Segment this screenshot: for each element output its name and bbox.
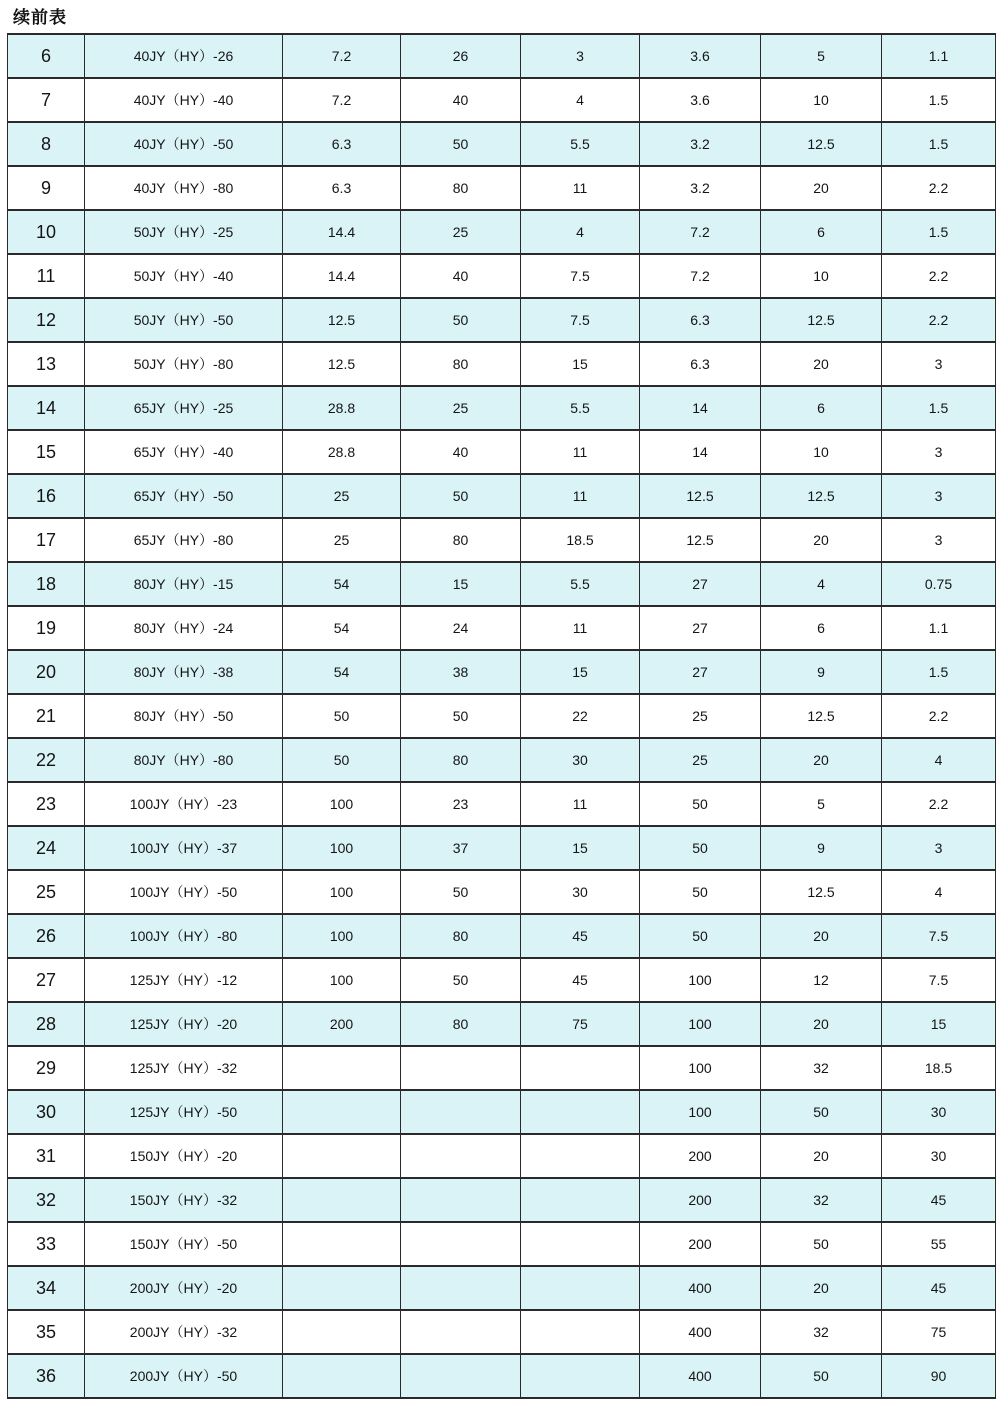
value-cell bbox=[521, 1222, 640, 1266]
table-row bbox=[8, 958, 996, 1002]
value-cell: 5 bbox=[761, 782, 882, 826]
table-row bbox=[8, 430, 996, 474]
value-cell bbox=[521, 1046, 640, 1090]
value-cell: 50 bbox=[401, 694, 521, 738]
value-cell bbox=[283, 1266, 401, 1310]
value-cell: 50 bbox=[401, 298, 521, 342]
value-cell: 55 bbox=[882, 1222, 996, 1266]
value-cell: 25 bbox=[283, 474, 401, 518]
spec-table bbox=[7, 33, 996, 1399]
value-cell: 50 bbox=[283, 738, 401, 782]
value-cell: 1.1 bbox=[882, 34, 996, 78]
value-cell: 2.2 bbox=[882, 166, 996, 210]
value-cell: 4 bbox=[882, 870, 996, 914]
value-cell: 7.2 bbox=[283, 78, 401, 122]
value-cell: 40 bbox=[401, 430, 521, 474]
value-cell bbox=[521, 1354, 640, 1398]
value-cell: 25 bbox=[640, 694, 761, 738]
row-number-cell: 8 bbox=[8, 122, 85, 166]
value-cell: 80 bbox=[401, 914, 521, 958]
table-row bbox=[8, 342, 996, 386]
value-cell: 40 bbox=[401, 78, 521, 122]
table-row bbox=[8, 1310, 996, 1354]
value-cell: 6 bbox=[761, 386, 882, 430]
value-cell: 25 bbox=[401, 210, 521, 254]
value-cell: 50 bbox=[640, 870, 761, 914]
value-cell: 14 bbox=[640, 386, 761, 430]
value-cell: 18.5 bbox=[882, 1046, 996, 1090]
value-cell: 25 bbox=[283, 518, 401, 562]
value-cell: 0.75 bbox=[882, 562, 996, 606]
value-cell: 45 bbox=[882, 1178, 996, 1222]
value-cell: 45 bbox=[521, 914, 640, 958]
value-cell: 11 bbox=[521, 166, 640, 210]
value-cell: 32 bbox=[761, 1178, 882, 1222]
table-row bbox=[8, 1354, 996, 1398]
model-cell: 50JY（HY）-80 bbox=[85, 342, 283, 386]
value-cell: 45 bbox=[882, 1266, 996, 1310]
value-cell bbox=[401, 1310, 521, 1354]
value-cell: 50 bbox=[401, 474, 521, 518]
row-number-cell: 36 bbox=[8, 1354, 85, 1398]
row-number-cell: 22 bbox=[8, 738, 85, 782]
value-cell bbox=[521, 1266, 640, 1310]
value-cell: 3.6 bbox=[640, 34, 761, 78]
value-cell: 1.5 bbox=[882, 650, 996, 694]
value-cell: 12.5 bbox=[761, 474, 882, 518]
row-number-cell: 7 bbox=[8, 78, 85, 122]
value-cell: 100 bbox=[283, 826, 401, 870]
row-number-cell: 27 bbox=[8, 958, 85, 1002]
model-cell: 65JY（HY）-40 bbox=[85, 430, 283, 474]
model-cell: 80JY（HY）-24 bbox=[85, 606, 283, 650]
value-cell: 6.3 bbox=[283, 166, 401, 210]
value-cell bbox=[283, 1310, 401, 1354]
value-cell: 1.5 bbox=[882, 78, 996, 122]
model-cell: 125JY（HY）-12 bbox=[85, 958, 283, 1002]
value-cell: 4 bbox=[882, 738, 996, 782]
value-cell: 32 bbox=[761, 1046, 882, 1090]
value-cell: 28.8 bbox=[283, 386, 401, 430]
value-cell: 6 bbox=[761, 210, 882, 254]
table-row bbox=[8, 34, 996, 78]
value-cell: 6.3 bbox=[640, 342, 761, 386]
spec-table-body bbox=[8, 34, 996, 1398]
value-cell: 6.3 bbox=[640, 298, 761, 342]
table-row bbox=[8, 386, 996, 430]
table-row bbox=[8, 782, 996, 826]
model-cell: 150JY（HY）-50 bbox=[85, 1222, 283, 1266]
row-number-cell: 12 bbox=[8, 298, 85, 342]
value-cell: 7.5 bbox=[521, 298, 640, 342]
value-cell: 400 bbox=[640, 1310, 761, 1354]
model-cell: 100JY（HY）-80 bbox=[85, 914, 283, 958]
value-cell: 32 bbox=[761, 1310, 882, 1354]
table-row bbox=[8, 694, 996, 738]
value-cell: 54 bbox=[283, 650, 401, 694]
row-number-cell: 34 bbox=[8, 1266, 85, 1310]
table-row bbox=[8, 1090, 996, 1134]
value-cell: 2.2 bbox=[882, 298, 996, 342]
row-number-cell: 24 bbox=[8, 826, 85, 870]
value-cell: 1.5 bbox=[882, 210, 996, 254]
value-cell: 30 bbox=[521, 870, 640, 914]
value-cell: 11 bbox=[521, 430, 640, 474]
value-cell: 12.5 bbox=[283, 342, 401, 386]
value-cell: 2.2 bbox=[882, 254, 996, 298]
row-number-cell: 23 bbox=[8, 782, 85, 826]
value-cell: 90 bbox=[882, 1354, 996, 1398]
row-number-cell: 25 bbox=[8, 870, 85, 914]
value-cell: 12.5 bbox=[283, 298, 401, 342]
value-cell: 80 bbox=[401, 738, 521, 782]
table-row bbox=[8, 1222, 996, 1266]
value-cell bbox=[283, 1178, 401, 1222]
value-cell: 11 bbox=[521, 782, 640, 826]
model-cell: 125JY（HY）-50 bbox=[85, 1090, 283, 1134]
row-number-cell: 21 bbox=[8, 694, 85, 738]
value-cell: 4 bbox=[521, 78, 640, 122]
value-cell bbox=[283, 1222, 401, 1266]
row-number-cell: 18 bbox=[8, 562, 85, 606]
value-cell: 100 bbox=[283, 870, 401, 914]
table-row bbox=[8, 1134, 996, 1178]
value-cell: 4 bbox=[761, 562, 882, 606]
row-number-cell: 19 bbox=[8, 606, 85, 650]
row-number-cell: 35 bbox=[8, 1310, 85, 1354]
model-cell: 65JY（HY）-50 bbox=[85, 474, 283, 518]
value-cell bbox=[401, 1178, 521, 1222]
value-cell: 30 bbox=[882, 1090, 996, 1134]
value-cell bbox=[401, 1134, 521, 1178]
value-cell: 15 bbox=[521, 826, 640, 870]
table-row bbox=[8, 474, 996, 518]
value-cell: 10 bbox=[761, 430, 882, 474]
value-cell: 37 bbox=[401, 826, 521, 870]
value-cell: 2.2 bbox=[882, 782, 996, 826]
model-cell: 150JY（HY）-20 bbox=[85, 1134, 283, 1178]
value-cell bbox=[521, 1310, 640, 1354]
value-cell: 1.5 bbox=[882, 122, 996, 166]
value-cell bbox=[401, 1354, 521, 1398]
model-cell: 40JY（HY）-80 bbox=[85, 166, 283, 210]
value-cell: 50 bbox=[761, 1090, 882, 1134]
value-cell: 27 bbox=[640, 606, 761, 650]
row-number-cell: 15 bbox=[8, 430, 85, 474]
value-cell: 50 bbox=[401, 870, 521, 914]
value-cell: 100 bbox=[640, 1090, 761, 1134]
value-cell: 6.3 bbox=[283, 122, 401, 166]
value-cell: 80 bbox=[401, 518, 521, 562]
value-cell: 80 bbox=[401, 342, 521, 386]
table-row bbox=[8, 1002, 996, 1046]
table-row bbox=[8, 826, 996, 870]
value-cell: 3.2 bbox=[640, 122, 761, 166]
value-cell: 200 bbox=[640, 1178, 761, 1222]
value-cell: 15 bbox=[521, 342, 640, 386]
row-number-cell: 10 bbox=[8, 210, 85, 254]
value-cell bbox=[283, 1090, 401, 1134]
table-row bbox=[8, 210, 996, 254]
value-cell: 3.2 bbox=[640, 166, 761, 210]
value-cell: 50 bbox=[401, 958, 521, 1002]
value-cell bbox=[401, 1090, 521, 1134]
model-cell: 200JY（HY）-20 bbox=[85, 1266, 283, 1310]
value-cell: 3 bbox=[882, 518, 996, 562]
value-cell: 3.6 bbox=[640, 78, 761, 122]
model-cell: 40JY（HY）-50 bbox=[85, 122, 283, 166]
model-cell: 40JY（HY）-26 bbox=[85, 34, 283, 78]
row-number-cell: 14 bbox=[8, 386, 85, 430]
row-number-cell: 16 bbox=[8, 474, 85, 518]
value-cell: 200 bbox=[640, 1134, 761, 1178]
row-number-cell: 26 bbox=[8, 914, 85, 958]
value-cell bbox=[283, 1354, 401, 1398]
value-cell: 100 bbox=[283, 914, 401, 958]
value-cell bbox=[283, 1046, 401, 1090]
value-cell: 12.5 bbox=[761, 694, 882, 738]
value-cell: 24 bbox=[401, 606, 521, 650]
value-cell: 20 bbox=[761, 1134, 882, 1178]
value-cell: 75 bbox=[521, 1002, 640, 1046]
value-cell: 20 bbox=[761, 166, 882, 210]
value-cell: 5.5 bbox=[521, 122, 640, 166]
table-row bbox=[8, 78, 996, 122]
value-cell: 20 bbox=[761, 914, 882, 958]
model-cell: 150JY（HY）-32 bbox=[85, 1178, 283, 1222]
row-number-cell: 20 bbox=[8, 650, 85, 694]
value-cell: 50 bbox=[761, 1222, 882, 1266]
value-cell: 20 bbox=[761, 738, 882, 782]
value-cell: 100 bbox=[640, 958, 761, 1002]
value-cell: 12.5 bbox=[640, 518, 761, 562]
value-cell: 9 bbox=[761, 650, 882, 694]
value-cell: 27 bbox=[640, 650, 761, 694]
table-row bbox=[8, 254, 996, 298]
value-cell: 20 bbox=[761, 1002, 882, 1046]
value-cell: 5.5 bbox=[521, 386, 640, 430]
value-cell: 40 bbox=[401, 254, 521, 298]
value-cell: 11 bbox=[521, 606, 640, 650]
row-number-cell: 9 bbox=[8, 166, 85, 210]
value-cell: 25 bbox=[401, 386, 521, 430]
value-cell: 28.8 bbox=[283, 430, 401, 474]
value-cell bbox=[521, 1090, 640, 1134]
row-number-cell: 31 bbox=[8, 1134, 85, 1178]
row-number-cell: 11 bbox=[8, 254, 85, 298]
model-cell: 65JY（HY）-80 bbox=[85, 518, 283, 562]
table-row bbox=[8, 562, 996, 606]
value-cell: 15 bbox=[882, 1002, 996, 1046]
model-cell: 200JY（HY）-32 bbox=[85, 1310, 283, 1354]
value-cell: 3 bbox=[882, 474, 996, 518]
value-cell: 15 bbox=[521, 650, 640, 694]
table-row bbox=[8, 166, 996, 210]
value-cell: 1.1 bbox=[882, 606, 996, 650]
value-cell: 12.5 bbox=[761, 870, 882, 914]
value-cell: 100 bbox=[640, 1002, 761, 1046]
row-number-cell: 33 bbox=[8, 1222, 85, 1266]
table-row bbox=[8, 518, 996, 562]
value-cell: 9 bbox=[761, 826, 882, 870]
model-cell: 40JY（HY）-40 bbox=[85, 78, 283, 122]
row-number-cell: 28 bbox=[8, 1002, 85, 1046]
value-cell: 12.5 bbox=[761, 122, 882, 166]
value-cell: 38 bbox=[401, 650, 521, 694]
value-cell: 80 bbox=[401, 166, 521, 210]
table-row bbox=[8, 298, 996, 342]
value-cell: 5 bbox=[761, 34, 882, 78]
value-cell: 27 bbox=[640, 562, 761, 606]
row-number-cell: 6 bbox=[8, 34, 85, 78]
value-cell: 12 bbox=[761, 958, 882, 1002]
value-cell: 400 bbox=[640, 1354, 761, 1398]
value-cell: 50 bbox=[640, 914, 761, 958]
value-cell: 80 bbox=[401, 1002, 521, 1046]
value-cell: 54 bbox=[283, 606, 401, 650]
row-number-cell: 17 bbox=[8, 518, 85, 562]
row-number-cell: 30 bbox=[8, 1090, 85, 1134]
model-cell: 100JY（HY）-23 bbox=[85, 782, 283, 826]
value-cell: 50 bbox=[401, 122, 521, 166]
table-row bbox=[8, 122, 996, 166]
model-cell: 125JY（HY）-32 bbox=[85, 1046, 283, 1090]
value-cell bbox=[521, 1178, 640, 1222]
value-cell: 18.5 bbox=[521, 518, 640, 562]
row-number-cell: 29 bbox=[8, 1046, 85, 1090]
model-cell: 80JY（HY）-15 bbox=[85, 562, 283, 606]
table-row bbox=[8, 606, 996, 650]
value-cell bbox=[283, 1134, 401, 1178]
model-cell: 50JY（HY）-50 bbox=[85, 298, 283, 342]
value-cell: 12.5 bbox=[761, 298, 882, 342]
model-cell: 50JY（HY）-40 bbox=[85, 254, 283, 298]
value-cell: 50 bbox=[640, 826, 761, 870]
value-cell: 23 bbox=[401, 782, 521, 826]
value-cell: 6 bbox=[761, 606, 882, 650]
table-row bbox=[8, 1178, 996, 1222]
value-cell: 7.5 bbox=[882, 958, 996, 1002]
value-cell: 100 bbox=[283, 958, 401, 1002]
value-cell: 26 bbox=[401, 34, 521, 78]
value-cell bbox=[521, 1134, 640, 1178]
table-row bbox=[8, 914, 996, 958]
value-cell: 15 bbox=[401, 562, 521, 606]
value-cell: 3 bbox=[882, 430, 996, 474]
table-row bbox=[8, 870, 996, 914]
table-caption: 续前表 bbox=[13, 8, 67, 28]
value-cell: 20 bbox=[761, 518, 882, 562]
model-cell: 80JY（HY）-80 bbox=[85, 738, 283, 782]
value-cell: 30 bbox=[521, 738, 640, 782]
value-cell: 2.2 bbox=[882, 694, 996, 738]
value-cell bbox=[401, 1222, 521, 1266]
value-cell: 3 bbox=[521, 34, 640, 78]
value-cell: 45 bbox=[521, 958, 640, 1002]
value-cell: 100 bbox=[283, 782, 401, 826]
value-cell: 3 bbox=[882, 342, 996, 386]
value-cell: 12.5 bbox=[640, 474, 761, 518]
value-cell: 50 bbox=[761, 1354, 882, 1398]
value-cell: 200 bbox=[283, 1002, 401, 1046]
value-cell: 7.2 bbox=[640, 254, 761, 298]
value-cell: 22 bbox=[521, 694, 640, 738]
value-cell: 10 bbox=[761, 254, 882, 298]
value-cell: 5.5 bbox=[521, 562, 640, 606]
value-cell: 4 bbox=[521, 210, 640, 254]
model-cell: 80JY（HY）-50 bbox=[85, 694, 283, 738]
table-row bbox=[8, 1046, 996, 1090]
value-cell: 30 bbox=[882, 1134, 996, 1178]
value-cell: 20 bbox=[761, 342, 882, 386]
model-cell: 200JY（HY）-50 bbox=[85, 1354, 283, 1398]
model-cell: 50JY（HY）-25 bbox=[85, 210, 283, 254]
value-cell: 7.5 bbox=[521, 254, 640, 298]
value-cell: 14.4 bbox=[283, 254, 401, 298]
value-cell bbox=[401, 1266, 521, 1310]
value-cell: 400 bbox=[640, 1266, 761, 1310]
table-row bbox=[8, 1266, 996, 1310]
row-number-cell: 32 bbox=[8, 1178, 85, 1222]
value-cell: 14.4 bbox=[283, 210, 401, 254]
table-row bbox=[8, 650, 996, 694]
value-cell: 11 bbox=[521, 474, 640, 518]
value-cell: 3 bbox=[882, 826, 996, 870]
value-cell: 7.5 bbox=[882, 914, 996, 958]
value-cell: 7.2 bbox=[640, 210, 761, 254]
value-cell: 50 bbox=[283, 694, 401, 738]
value-cell: 20 bbox=[761, 1266, 882, 1310]
model-cell: 80JY（HY）-38 bbox=[85, 650, 283, 694]
row-number-cell: 13 bbox=[8, 342, 85, 386]
value-cell: 1.5 bbox=[882, 386, 996, 430]
value-cell: 25 bbox=[640, 738, 761, 782]
value-cell: 10 bbox=[761, 78, 882, 122]
value-cell: 75 bbox=[882, 1310, 996, 1354]
value-cell: 14 bbox=[640, 430, 761, 474]
model-cell: 65JY（HY）-25 bbox=[85, 386, 283, 430]
model-cell: 125JY（HY）-20 bbox=[85, 1002, 283, 1046]
model-cell: 100JY（HY）-50 bbox=[85, 870, 283, 914]
value-cell: 200 bbox=[640, 1222, 761, 1266]
value-cell: 100 bbox=[640, 1046, 761, 1090]
table-row bbox=[8, 738, 996, 782]
value-cell: 7.2 bbox=[283, 34, 401, 78]
value-cell: 50 bbox=[640, 782, 761, 826]
value-cell bbox=[401, 1046, 521, 1090]
value-cell: 54 bbox=[283, 562, 401, 606]
model-cell: 100JY（HY）-37 bbox=[85, 826, 283, 870]
